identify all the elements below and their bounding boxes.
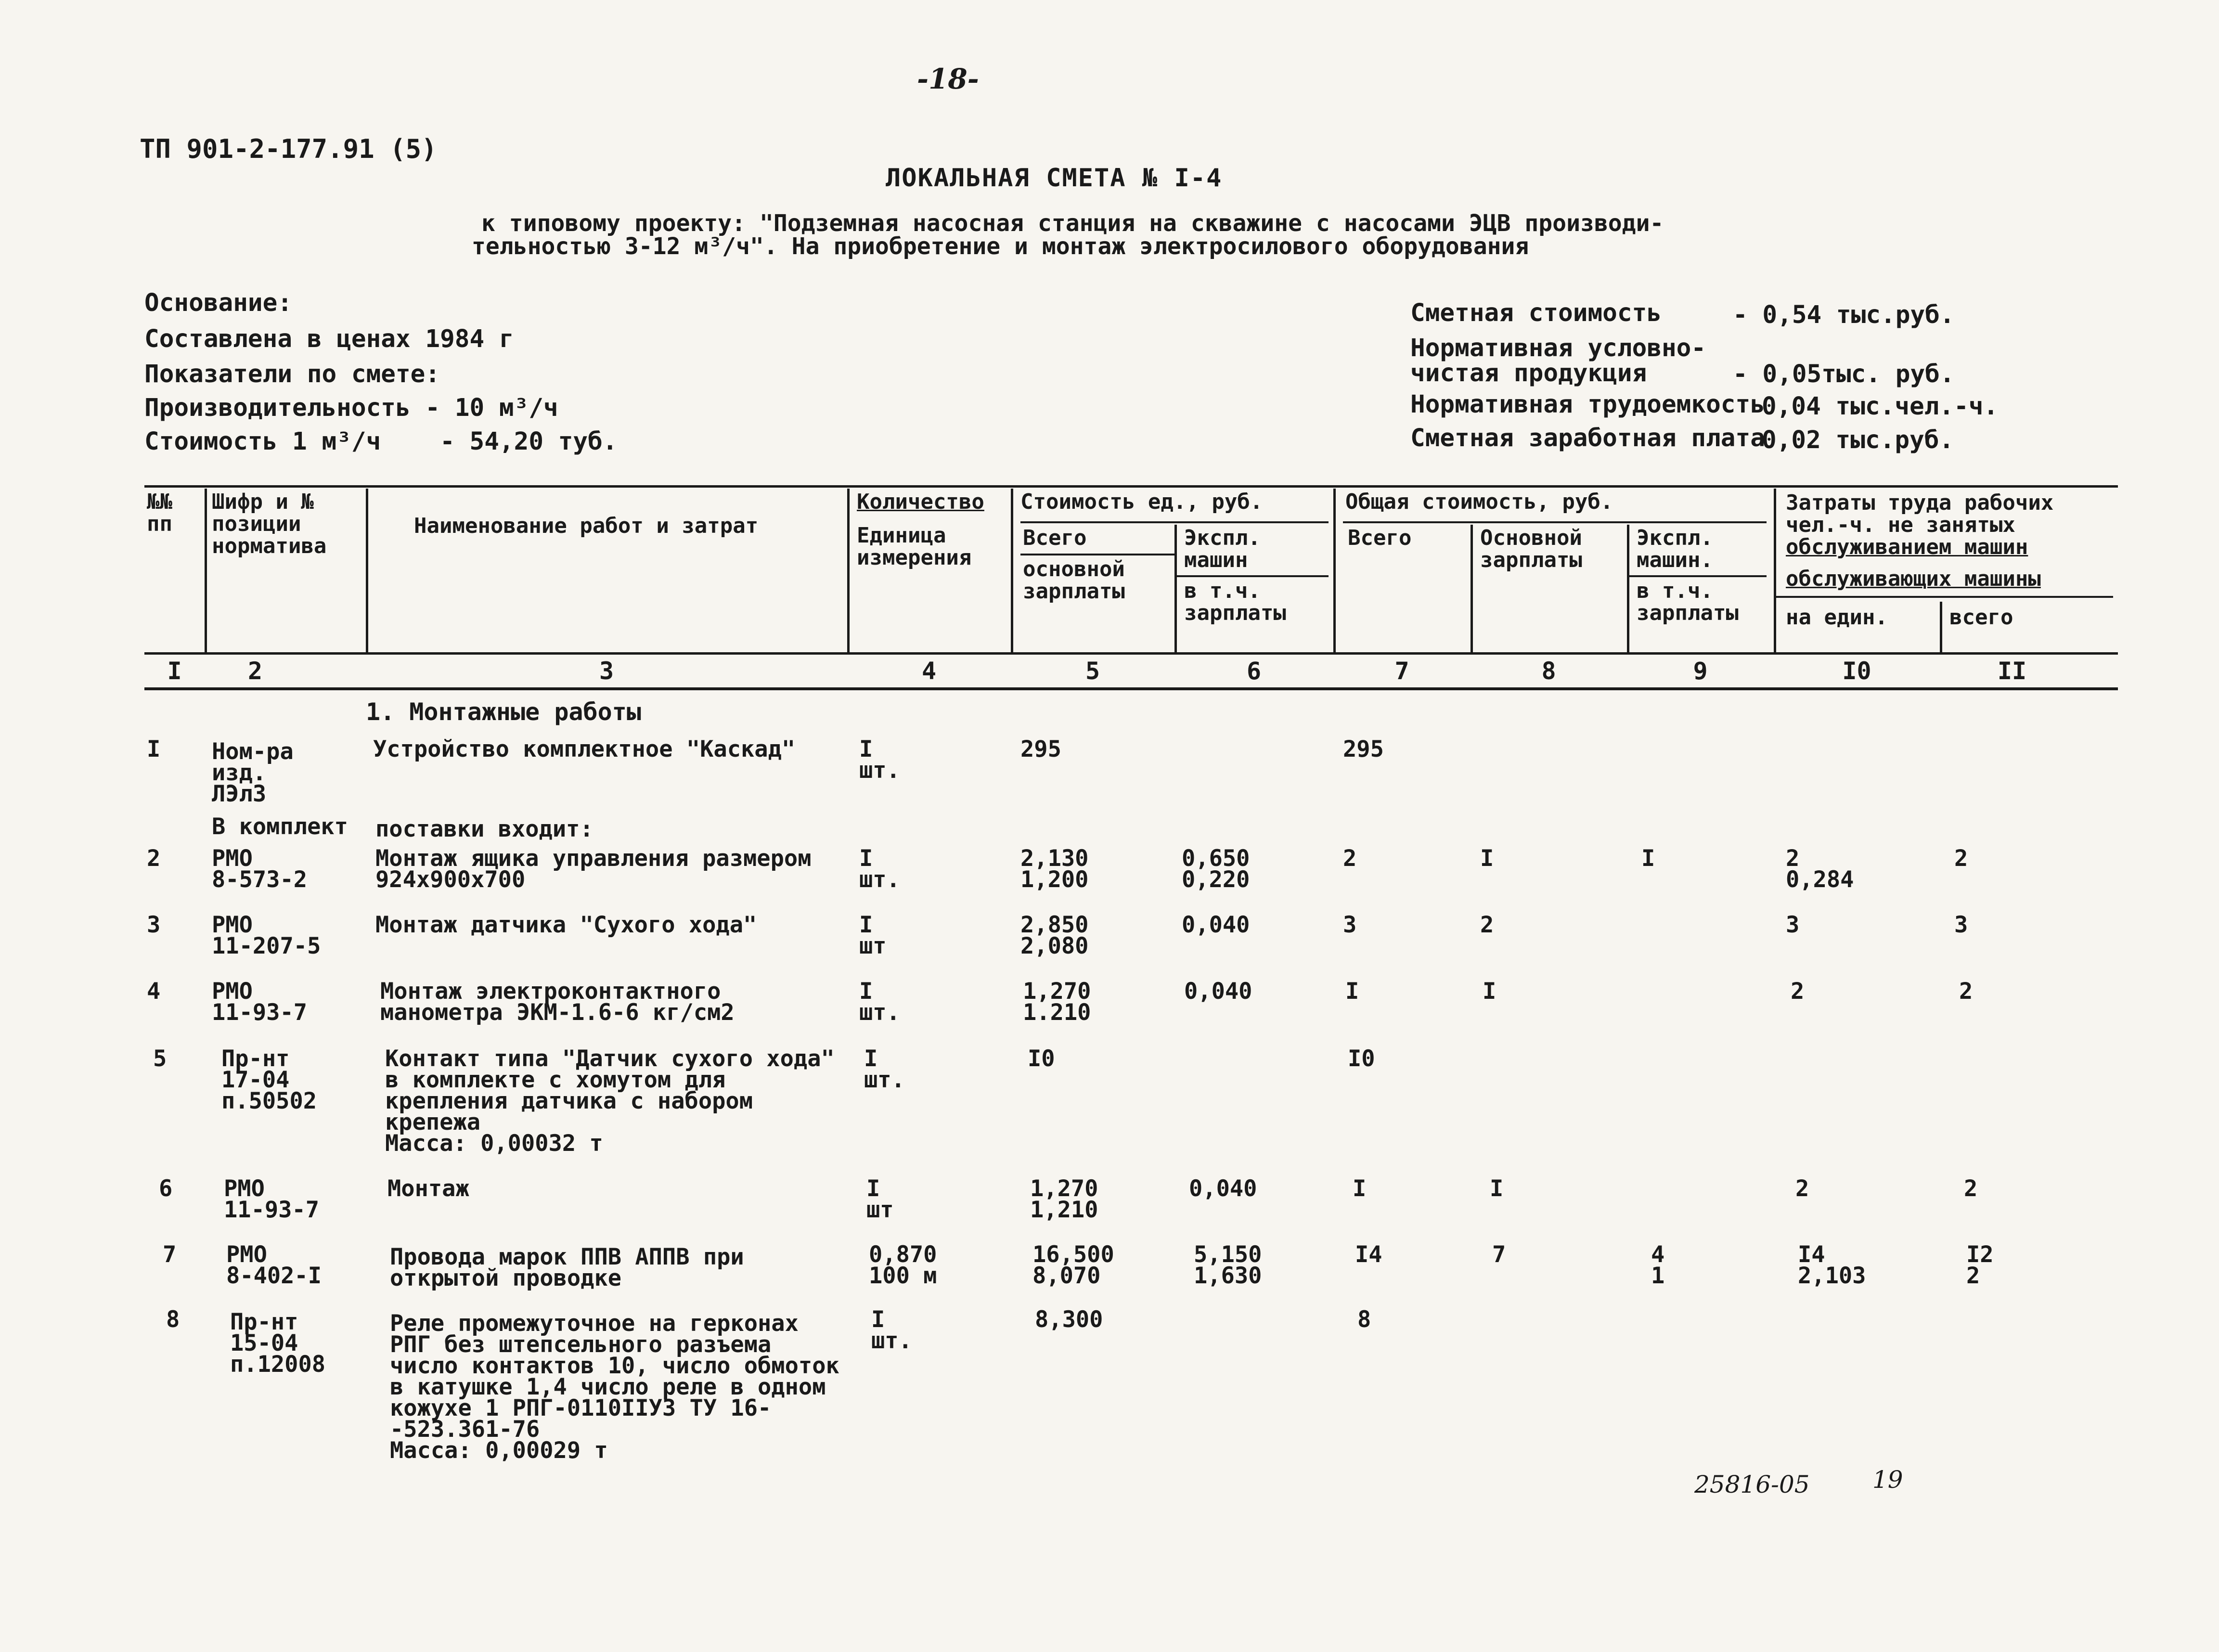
row-2-labor-per-unit: 2 0,284 bbox=[1786, 845, 1854, 893]
header-bottom-rule bbox=[144, 652, 2118, 655]
section-title: 1. Монтажные работы bbox=[366, 698, 641, 726]
col-sep-9 bbox=[1774, 489, 1776, 652]
row-6-labor-total: 2 bbox=[1964, 1175, 1978, 1202]
column-number-10: I0 bbox=[1842, 657, 1871, 685]
document-subtitle bbox=[472, 210, 1664, 260]
row-8-name: Реле промежуточное на герконах РПГ без штепсельного разъема число контактов 10, число обмоток в катушке 1,4 число реле в одном кожухе 1 РПГ-0110IIУЗ ТУ 16- -523.361-76 Масса: 0,00029 т bbox=[390, 1310, 839, 1464]
basis-label: Основание: bbox=[144, 289, 293, 317]
row-1-unit-total: 295 bbox=[1020, 736, 1061, 762]
row-1-name: Устройство комплектное "Каскад" bbox=[373, 736, 796, 762]
column-number-5: 5 bbox=[1085, 657, 1100, 685]
row-3-unit-machines: 0,040 bbox=[1182, 912, 1250, 938]
row-3-qty: I шт bbox=[859, 912, 887, 959]
unit-total-rule bbox=[1020, 554, 1174, 555]
header-unit: Единица измерения bbox=[857, 523, 972, 570]
col-sep-5 bbox=[1174, 525, 1177, 652]
col-sep-1 bbox=[205, 489, 207, 652]
row-7-unit-machines: 5,150 1,630 bbox=[1194, 1241, 1262, 1289]
summary-label-wages: Сметная заработная плата bbox=[1410, 424, 1765, 452]
row-7-total-machines: 4 1 bbox=[1651, 1241, 1665, 1289]
col-sep-8 bbox=[1627, 525, 1629, 652]
column-number-2: 2 bbox=[248, 657, 263, 685]
row-6-name: Монтаж bbox=[387, 1175, 469, 1202]
row-2-unit-machines: 0,650 0,220 bbox=[1182, 845, 1250, 893]
column-number-8: 8 bbox=[1541, 657, 1556, 685]
summary-value-labor: 0,04 тыс.чел.-ч. bbox=[1762, 392, 1999, 421]
row-6-qty: I шт bbox=[866, 1175, 894, 1223]
col-sep-7 bbox=[1471, 525, 1473, 652]
row-3-labor-total: 3 bbox=[1954, 912, 1968, 938]
row-8-qty: I шт. bbox=[871, 1306, 912, 1354]
row-5-code: Пр-нт 17-04 п.50502 bbox=[221, 1045, 317, 1114]
subtitle-line-1: к типовому проекту: "Подземная насосная станция на скважине с насосами ЭЦВ производи- bbox=[481, 210, 1664, 237]
row-2-code: РМО 8-573-2 bbox=[212, 845, 308, 893]
summary-label-product: Нормативная условно- чистая продукция bbox=[1410, 334, 1706, 387]
column-number-11: II bbox=[1997, 657, 2027, 685]
summary-label-labor: Нормативная трудоемкость bbox=[1410, 390, 1765, 419]
col-sep-10 bbox=[1940, 602, 1942, 652]
header-labor-3: обслуживанием машин bbox=[1786, 535, 2028, 559]
row-5-number: 5 bbox=[153, 1045, 167, 1072]
row-4-number: 4 bbox=[147, 978, 161, 1005]
row-5-qty: I шт. bbox=[864, 1045, 905, 1093]
table-top-rule bbox=[144, 485, 2118, 488]
document-code: ТП 901-2-177.91 (5) bbox=[140, 134, 437, 164]
header-total-cost: Общая стоимость, руб. bbox=[1345, 490, 1613, 514]
header-total-wages: Основной зарплаты bbox=[1480, 526, 1582, 572]
row-6-unit-total: 1,270 1,210 bbox=[1030, 1175, 1098, 1223]
row-4-labor-total: 2 bbox=[1959, 978, 1973, 1005]
summary-label-cost: Сметная стоимость bbox=[1410, 299, 1662, 327]
row-3-unit-total: 2,850 2,080 bbox=[1020, 912, 1089, 959]
header-unit-mach-wages: в т.ч. зарплаты bbox=[1184, 579, 1286, 625]
row-7-total: I4 bbox=[1355, 1241, 1382, 1268]
row-5-total: I0 bbox=[1348, 1045, 1375, 1072]
row-2-labor-total: 2 bbox=[1954, 845, 1968, 872]
unit-mach-rule bbox=[1174, 575, 1329, 577]
header-total: Всего bbox=[1348, 526, 1412, 550]
header-unit-total: Всего bbox=[1023, 526, 1087, 550]
col-sep-3 bbox=[847, 489, 850, 652]
column-number-6: 6 bbox=[1246, 657, 1262, 685]
row-8-code: Пр-нт 15-04 п.12008 bbox=[230, 1309, 326, 1378]
row-6-code: РМО 11-93-7 bbox=[224, 1175, 320, 1223]
row-4-code: РМО 11-93-7 bbox=[212, 978, 308, 1026]
row-7-number: 7 bbox=[163, 1241, 177, 1268]
col-sep-6 bbox=[1333, 489, 1336, 652]
column-number-4: 4 bbox=[921, 657, 937, 685]
column-number-9: 9 bbox=[1693, 657, 1708, 685]
indicators-label: Показатели по смете: bbox=[144, 360, 440, 388]
total-cost-rule bbox=[1343, 521, 1767, 523]
row-7-name: Провода марок ППВ АППВ при открытой проводке bbox=[390, 1244, 744, 1291]
document-title: ЛОКАЛЬНАЯ СМЕТА № I-4 bbox=[886, 164, 1223, 193]
row-5-unit-total: I0 bbox=[1028, 1045, 1055, 1072]
row-3-total-wages: 2 bbox=[1480, 912, 1494, 938]
handwritten-document-number: 25816-05 bbox=[1694, 1471, 1810, 1498]
unit-cost-rule bbox=[1020, 521, 1329, 523]
handwritten-sheet-number: 19 bbox=[1872, 1466, 1903, 1494]
row-7-total-wages: 7 bbox=[1492, 1241, 1506, 1268]
header-unit-wages: основной зарплаты bbox=[1023, 557, 1125, 604]
header-labor-1: Затраты труда рабочих bbox=[1786, 490, 2054, 515]
summary-value-cost: - 0,54 тыс.руб. bbox=[1733, 301, 1955, 329]
row-3-labor-per-unit: 3 bbox=[1786, 912, 1800, 938]
labor-rule bbox=[1776, 596, 2113, 598]
row-3-name: Монтаж датчика "Сухого хода" bbox=[375, 912, 757, 938]
row-6-labor-per-unit: 2 bbox=[1795, 1175, 1809, 1202]
row-8-total: 8 bbox=[1357, 1306, 1371, 1333]
row-3-number: 3 bbox=[147, 912, 161, 938]
header-total-mach-wages: в т.ч. зарплаты bbox=[1637, 579, 1739, 625]
row-1-qty: I шт. bbox=[859, 736, 900, 784]
summary-value-product: - 0,05тыс. руб. bbox=[1733, 360, 1955, 388]
row-6-total-wages: I bbox=[1490, 1175, 1504, 1202]
header-quantity: Количество bbox=[857, 490, 984, 514]
row-3-code: РМО 11-207-5 bbox=[212, 912, 321, 959]
col-sep-2 bbox=[366, 489, 368, 652]
row-2-total-wages: I bbox=[1480, 845, 1494, 872]
header-labor-2: чел.-ч. не занятых bbox=[1786, 513, 2015, 537]
productivity: Производительность - 10 м³/ч bbox=[144, 394, 558, 422]
included-label-left: В комплект bbox=[212, 813, 348, 840]
row-5-name: Контакт типа "Датчик сухого хода" в комплекте с хомутом для крепления датчика с набором крепежа Масса: 0,00032 т bbox=[385, 1045, 835, 1157]
column-numbers-rule bbox=[144, 687, 2118, 690]
row-2-number: 2 bbox=[147, 845, 161, 872]
row-4-labor-per-unit: 2 bbox=[1791, 978, 1805, 1005]
page-number: -18- bbox=[917, 63, 979, 95]
row-8-number: 8 bbox=[166, 1306, 180, 1333]
row-7-labor-total: I2 2 bbox=[1966, 1241, 1994, 1289]
header-name: Наименование работ и затрат bbox=[414, 514, 759, 538]
row-2-total: 2 bbox=[1343, 845, 1357, 872]
row-4-qty: I шт. bbox=[859, 978, 900, 1026]
row-4-unit-machines: 0,040 bbox=[1184, 978, 1252, 1005]
row-1-total: 295 bbox=[1343, 736, 1384, 762]
row-7-unit-total: 16,500 8,070 bbox=[1032, 1241, 1114, 1289]
column-number-1: I bbox=[167, 657, 182, 685]
row-2-total-machines: I bbox=[1641, 845, 1655, 872]
row-4-unit-total: 1,270 1.210 bbox=[1023, 978, 1091, 1026]
header-labor-4: обслуживающих машины bbox=[1786, 567, 2041, 591]
included-label-right: поставки входит: bbox=[375, 816, 593, 842]
row-7-code: РМО 8-402-I bbox=[226, 1241, 322, 1289]
row-4-total-wages: I bbox=[1483, 978, 1497, 1005]
row-3-total: 3 bbox=[1343, 912, 1357, 938]
row-6-number: 6 bbox=[159, 1175, 173, 1202]
unit-cost: Стоимость 1 м³/ч - 54,20 туб. bbox=[144, 427, 618, 456]
row-4-name: Монтаж электроконтактного манометра ЭКМ-1.6-6 кг/см2 bbox=[380, 978, 735, 1026]
header-unit-cost: Стоимость ед., руб. bbox=[1020, 490, 1263, 514]
header-number: №№ пп bbox=[147, 490, 172, 536]
summary-value-wages: 0,02 тыс.руб. bbox=[1762, 426, 1954, 454]
subtitle-line-2: тельностью 3-12 м³/ч". На приобретение и монтаж электросилового оборудования bbox=[472, 233, 1529, 260]
row-6-unit-machines: 0,040 bbox=[1189, 1175, 1257, 1202]
row-2-unit-total: 2,130 1,200 bbox=[1020, 845, 1089, 893]
header-unit-machines: Экспл. машин bbox=[1184, 526, 1261, 572]
row-2-name: Монтаж ящика управления размером 924х900х700 bbox=[375, 845, 812, 893]
header-labor-total: всего bbox=[1949, 605, 2013, 630]
price-base: Составлена в ценах 1984 г bbox=[144, 325, 514, 353]
row-7-labor-per-unit: I4 2,103 bbox=[1798, 1241, 1866, 1289]
row-1-code: Ном-ра изд. ЛЭлЗ bbox=[212, 738, 294, 807]
header-code: Шифр и № позиции норматива bbox=[212, 490, 327, 558]
column-number-3: 3 bbox=[599, 657, 614, 685]
col-sep-4 bbox=[1011, 489, 1013, 652]
row-4-total: I bbox=[1345, 978, 1359, 1005]
header-per-unit: на един. bbox=[1786, 605, 1888, 630]
row-8-unit-total: 8,300 bbox=[1035, 1306, 1103, 1333]
row-1-number: I bbox=[147, 736, 161, 762]
header-total-machines: Экспл. машин. bbox=[1637, 526, 1713, 572]
total-mach-rule bbox=[1627, 575, 1767, 577]
row-7-qty: 0,870 100 м bbox=[869, 1241, 937, 1289]
row-2-qty: I шт. bbox=[859, 845, 900, 893]
row-6-total: I bbox=[1353, 1175, 1367, 1202]
column-number-7: 7 bbox=[1394, 657, 1409, 685]
